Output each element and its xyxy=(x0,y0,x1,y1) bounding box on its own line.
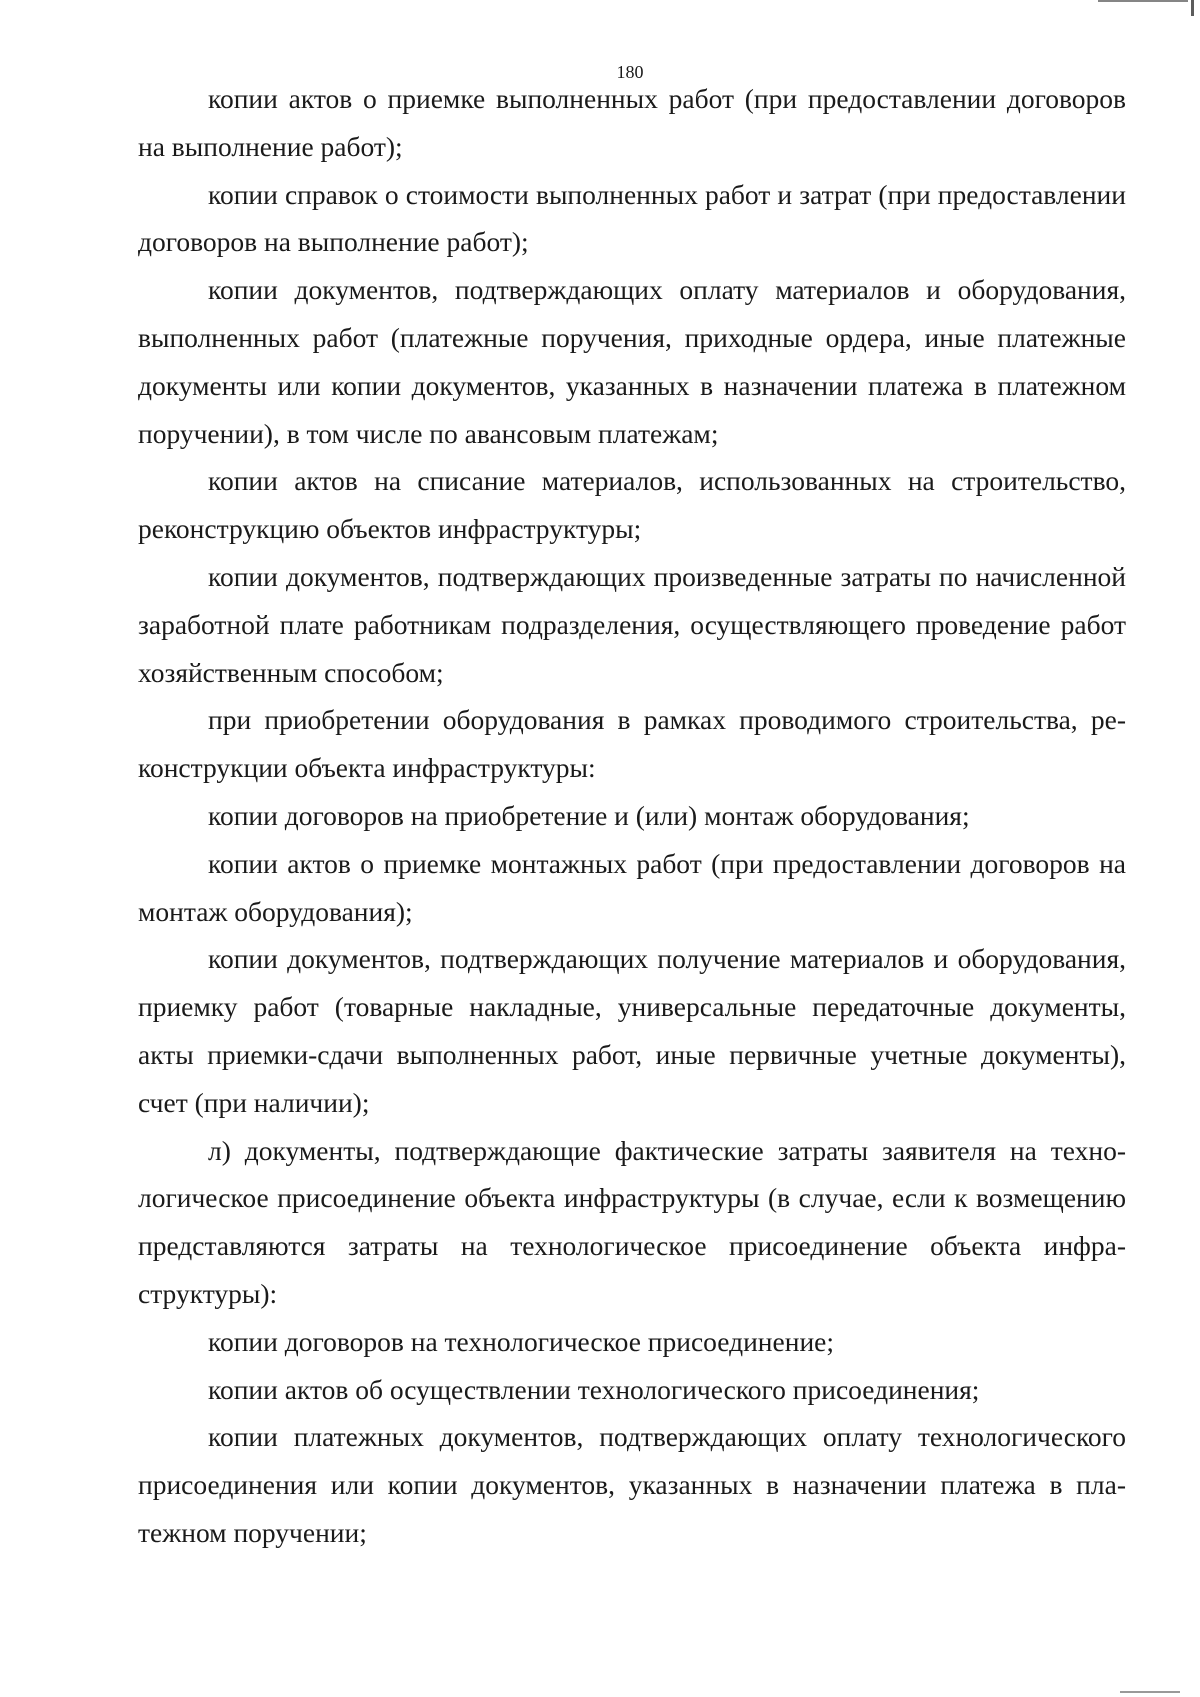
paragraph: копии договоров на технологическое присоединение; xyxy=(208,1325,835,1357)
paragraph: копии актов о приемке монтажных работ (при предоставлении договоров на монтаж оборудования); xyxy=(138,847,1126,927)
paragraph: копии договоров на приобретение и (или) монтаж оборудования; xyxy=(208,799,970,831)
paragraph: копии документов, подтверждающих оплату материалов и оборудования, выполненных работ (платежные поручения, приходные ордера, иные платежные документы или копии документов, указанных в назначении платежа в платежном поручении), в том числе по авансовым платежам; xyxy=(138,274,1126,449)
scan-edge-mark xyxy=(1098,0,1188,2)
paragraph: л) документы, подтверждающие фактические затраты заявителя на технологическое присоединение объекта инфраструктуры (в случае, если к возмещению представляются затраты на технологическое присоединение объекта инфраструктуры): xyxy=(138,1134,1126,1309)
page-number: 180 xyxy=(616,62,644,82)
paragraph: копии платежных документов, подтверждающих оплату технологического присоединения или копии документов, указанных в назначении платежа в платежном поручении; xyxy=(138,1421,1126,1548)
paragraph: копии справок о стоимости выполненных работ и затрат (при предоставлении договоров на выполнение работ); xyxy=(138,178,1126,258)
paragraph: копии документов, подтверждающих произведенные затраты по начисленной заработной плате работникам подразделения, осуществляющего проведение работ хозяйственным способом; xyxy=(138,560,1126,688)
paragraph: копии актов о приемке выполненных работ (при предоставлении договоров на выполнение работ); xyxy=(138,83,1126,162)
paragraph: копии актов об осуществлении технологического присоединения; xyxy=(208,1373,980,1405)
scan-edge-mark xyxy=(1120,1691,1180,1693)
paragraph: при приобретении оборудования в рамках проводимого строительства, реконструкции объекта инфраструктуры: xyxy=(138,704,1126,784)
document-body xyxy=(138,75,1126,1557)
paragraph: копии актов на списание материалов, использованных на строительство, реконструкцию объектов инфраструктуры; xyxy=(138,465,1126,545)
paragraph: копии документов, подтверждающих получение материалов и оборудования, приемку работ (товарные накладные, универсальные передаточные документы, акты приемки-сдачи выполненных работ, иные первичные учетные документы), счет (при наличии); xyxy=(138,943,1126,1118)
scan-edge-tick xyxy=(1191,0,1194,16)
